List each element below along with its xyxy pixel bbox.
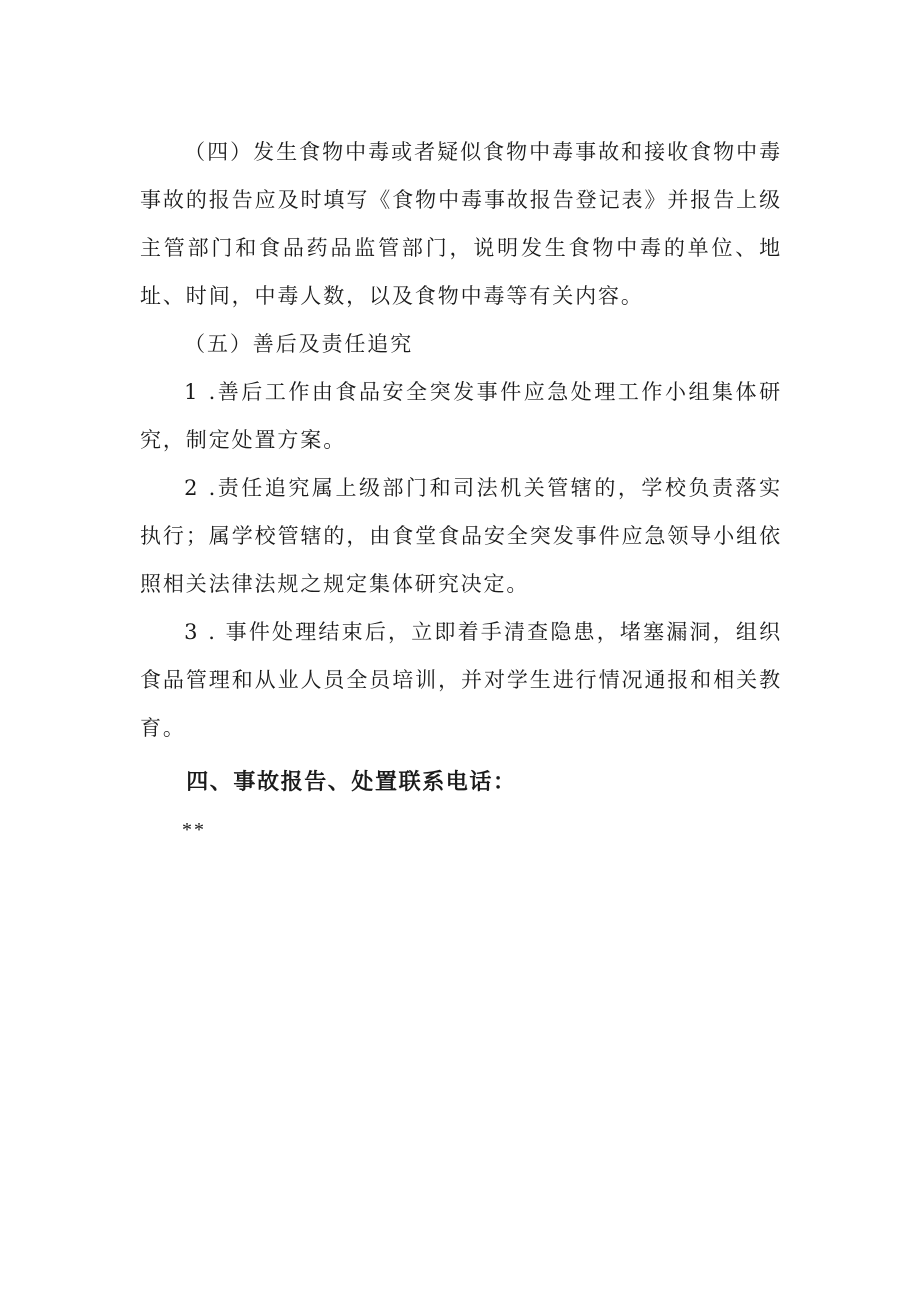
document-body (140, 128, 782, 852)
list-item-2: 2 .责任追究属上级部门和司法机关管辖的，学校负责落实执行；属学校管辖的，由食堂食品安全突发事件应急领导小组依照相关法律法规之规定集体研究决定。 (140, 476, 782, 596)
list-item-3: 3 . 事件处理结束后，立即着手清查隐患，堵塞漏洞，组织食品管理和从业人员全员培训，并对学生进行情况通报和相关教育。 (140, 620, 782, 740)
paragraph-five-heading: （五）善后及责任追究 (184, 332, 414, 356)
list-item-1: 1 .善后工作由食品安全突发事件应急处理工作小组集体研究，制定处置方案。 (140, 380, 782, 452)
contact-phone: ** (182, 819, 206, 841)
paragraph-four: （四）发生食物中毒或者疑似食物中毒事故和接收食物中毒事故的报告应及时填写《食物中毒事故报告登记表》并报告上级主管部门和食品药品监管部门，说明发生食物中毒的单位、地址、时间，中毒人数，以及食物中毒等有关内容。 (140, 140, 782, 308)
section-four-heading: 四、事故报告、处置联系电话： (186, 770, 517, 795)
